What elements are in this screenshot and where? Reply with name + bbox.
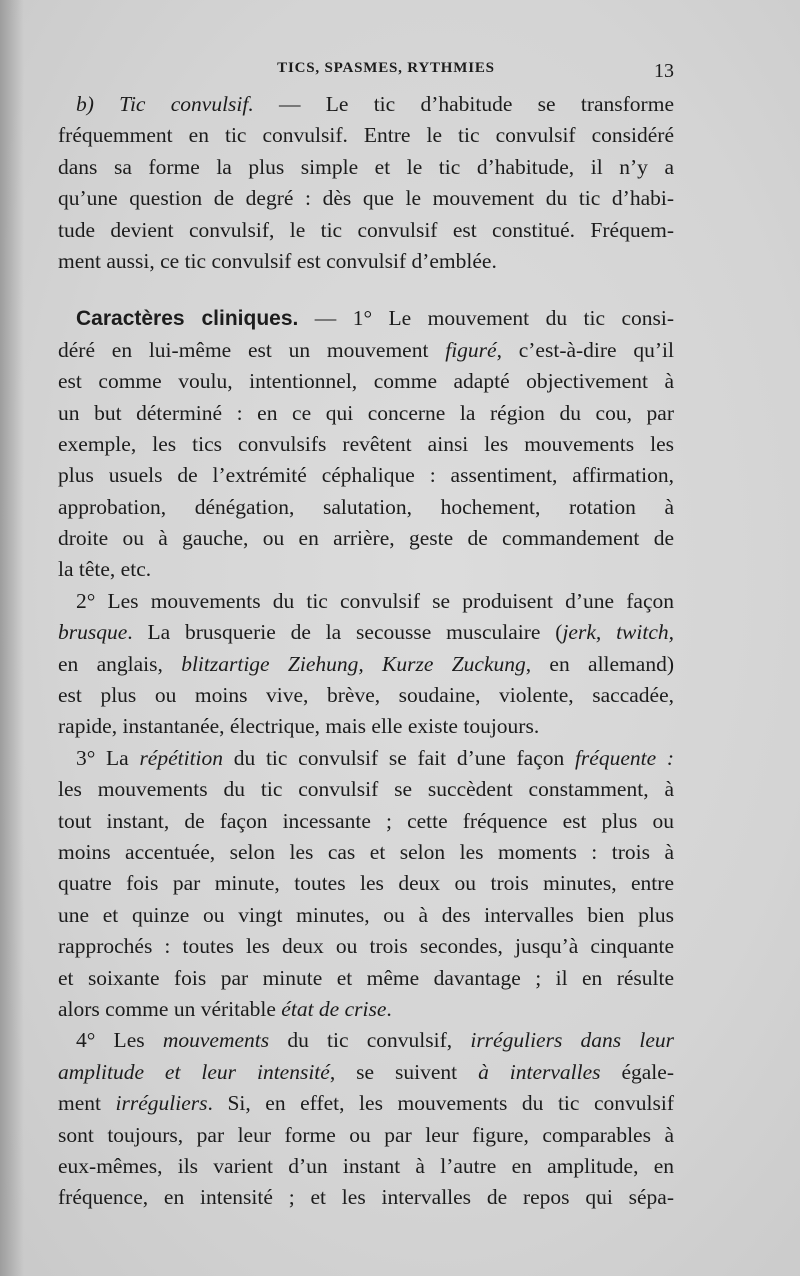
text-segment: rapide, instantanée, électrique, mais elle existe toujours.	[58, 714, 540, 739]
text-line	[58, 554, 674, 585]
italic-text: brusque	[58, 620, 128, 645]
text-segment: et soixante fois par minute et même davantage ; il en résulte	[58, 965, 674, 990]
text-segment: , c’est-à-dire qu’il	[496, 337, 674, 362]
text-segment: 4° Les	[76, 1028, 163, 1053]
text-line	[58, 837, 674, 868]
italic-text: irréguliers	[115, 1091, 208, 1116]
italic-text: blitzartige Ziehung, Kurze Zuckung	[181, 651, 526, 676]
text-line	[58, 152, 674, 183]
text-line	[58, 429, 674, 460]
text-line	[58, 931, 674, 962]
text-line	[58, 1120, 674, 1151]
text-segment: tude devient convulsif, le tic convulsif est constitué. Fréquem-	[58, 217, 674, 242]
text-segment: est comme voulu, intentionnel, comme adapté objectivement à	[58, 369, 674, 394]
text-segment: eux-mêmes, ils varient d’un instant à l’autre en amplitude, en	[58, 1153, 674, 1178]
text-segment: rapprochés : toutes les deux ou trois secondes, jusqu’à cinquante	[58, 934, 674, 959]
text-line	[58, 335, 674, 366]
italic-text: mouvements	[162, 1028, 270, 1053]
text-segment: droite ou à gauche, ou en arrière, geste de commandement de	[58, 526, 674, 551]
text-segment: 3° La	[76, 745, 140, 770]
text-segment: une et quinze ou vingt minutes, ou à des intervalles bien plus	[58, 902, 674, 927]
text-line	[58, 1088, 674, 1119]
text-segment: dans sa forme la plus simple et le tic d’habitude, il n’y a	[58, 154, 674, 179]
text-segment: 2° Les mouvements du tic convulsif se produisent d’une façon	[76, 588, 674, 613]
text-line	[58, 617, 674, 648]
text-line	[58, 900, 674, 931]
text-line	[58, 523, 674, 554]
italic-text: à intervalles	[478, 1059, 601, 1084]
text-segment: , se suivent	[329, 1059, 479, 1084]
text-line	[58, 1025, 674, 1056]
page-number: 13	[654, 60, 674, 82]
text-segment: . Si, en effet, les mouvements du tic convulsif	[207, 1091, 674, 1116]
text-line	[58, 246, 674, 277]
text-segment: sont toujours, par leur forme ou par leur figure, comparables à	[58, 1122, 674, 1147]
italic-text: b) Tic convulsif.	[76, 92, 254, 116]
text-segment: ment	[58, 1091, 116, 1116]
body-text	[58, 89, 674, 1214]
text-segment: approbation, dénégation, salutation, hochement, rotation à	[58, 494, 674, 519]
paragraph-gap	[58, 277, 674, 303]
text-line	[58, 586, 674, 617]
text-segment: , en allemand)	[525, 651, 674, 676]
running-head	[58, 60, 674, 82]
text-segment: qu’une question de degré : dès que le mouvement du tic d’habi-	[58, 186, 674, 211]
text-segment: les mouvements du tic convulsif se succèdent constamment, à	[58, 777, 674, 802]
text-line	[58, 183, 674, 214]
section-heading: Caractères cliniques.	[76, 307, 299, 331]
text-line	[58, 774, 674, 805]
running-title: TICS, SPASMES, RYTHMIES	[277, 60, 495, 76]
text-segment: fréquence, en intensité ; et les intervalles de repos qui sépa-	[58, 1185, 674, 1210]
text-line	[58, 711, 674, 742]
text-line	[58, 1057, 674, 1088]
text-line	[58, 963, 674, 994]
text-segment: en anglais,	[58, 651, 182, 676]
text-segment: la tête, etc.	[58, 557, 152, 582]
text-segment: .	[386, 996, 392, 1021]
text-segment: déré en lui-même est un mouvement	[58, 337, 446, 362]
italic-text: amplitude et leur intensité	[58, 1059, 330, 1084]
text-line	[58, 680, 674, 711]
text-line	[58, 398, 674, 429]
text-segment: tout instant, de façon incessante ; cette fréquence est plus ou	[58, 808, 674, 833]
text-line	[58, 743, 674, 774]
text-line	[58, 868, 674, 899]
text-segment: ment aussi, ce tic convulsif est convulsif d’emblée.	[58, 248, 497, 273]
text-line	[58, 89, 674, 120]
italic-text: fréquente :	[574, 745, 674, 770]
italic-text: jerk, twitch,	[562, 620, 674, 645]
text-segment: — Le tic d’habitude se transforme	[253, 92, 674, 116]
text-segment: moins accentuée, selon les cas et selon les moments : trois à	[58, 839, 674, 864]
text-segment: un but déterminé : en ce qui concerne la région du cou, par	[58, 400, 674, 425]
text-line	[58, 1182, 674, 1213]
text-line	[58, 460, 674, 491]
text-segment: quatre fois par minute, toutes les deux ou trois minutes, entre	[58, 871, 674, 896]
text-segment: plus usuels de l’extrémité céphalique : assentiment, affirmation,	[58, 463, 674, 488]
italic-text: figuré	[445, 337, 497, 362]
text-segment: du tic convulsif se fait d’une façon	[223, 745, 575, 770]
text-line	[58, 649, 674, 680]
text-segment: — 1° Le mouvement du tic consi-	[298, 306, 674, 331]
text-line	[58, 1151, 674, 1182]
italic-text: répétition	[139, 745, 224, 770]
text-line	[58, 120, 674, 151]
text-line	[58, 366, 674, 397]
text-segment: du tic convulsif,	[269, 1028, 471, 1053]
text-segment: exemple, les tics convulsifs revêtent ainsi les mouvements les	[58, 431, 674, 456]
text-line	[58, 806, 674, 837]
italic-text: irréguliers dans leur	[470, 1028, 674, 1053]
text-segment: est plus ou moins vive, brève, soudaine, violente, saccadée,	[58, 683, 674, 708]
text-line	[58, 994, 674, 1025]
text-line	[58, 303, 674, 334]
text-segment: fréquemment en tic convulsif. Entre le tic convulsif considéré	[58, 123, 674, 148]
text-line	[58, 215, 674, 246]
italic-text: état de crise	[281, 996, 387, 1021]
text-segment: égale-	[600, 1059, 674, 1084]
text-line	[58, 492, 674, 523]
text-segment: . La brusquerie de la secousse musculaire (	[127, 620, 563, 645]
text-segment: alors comme un véritable	[58, 996, 282, 1021]
